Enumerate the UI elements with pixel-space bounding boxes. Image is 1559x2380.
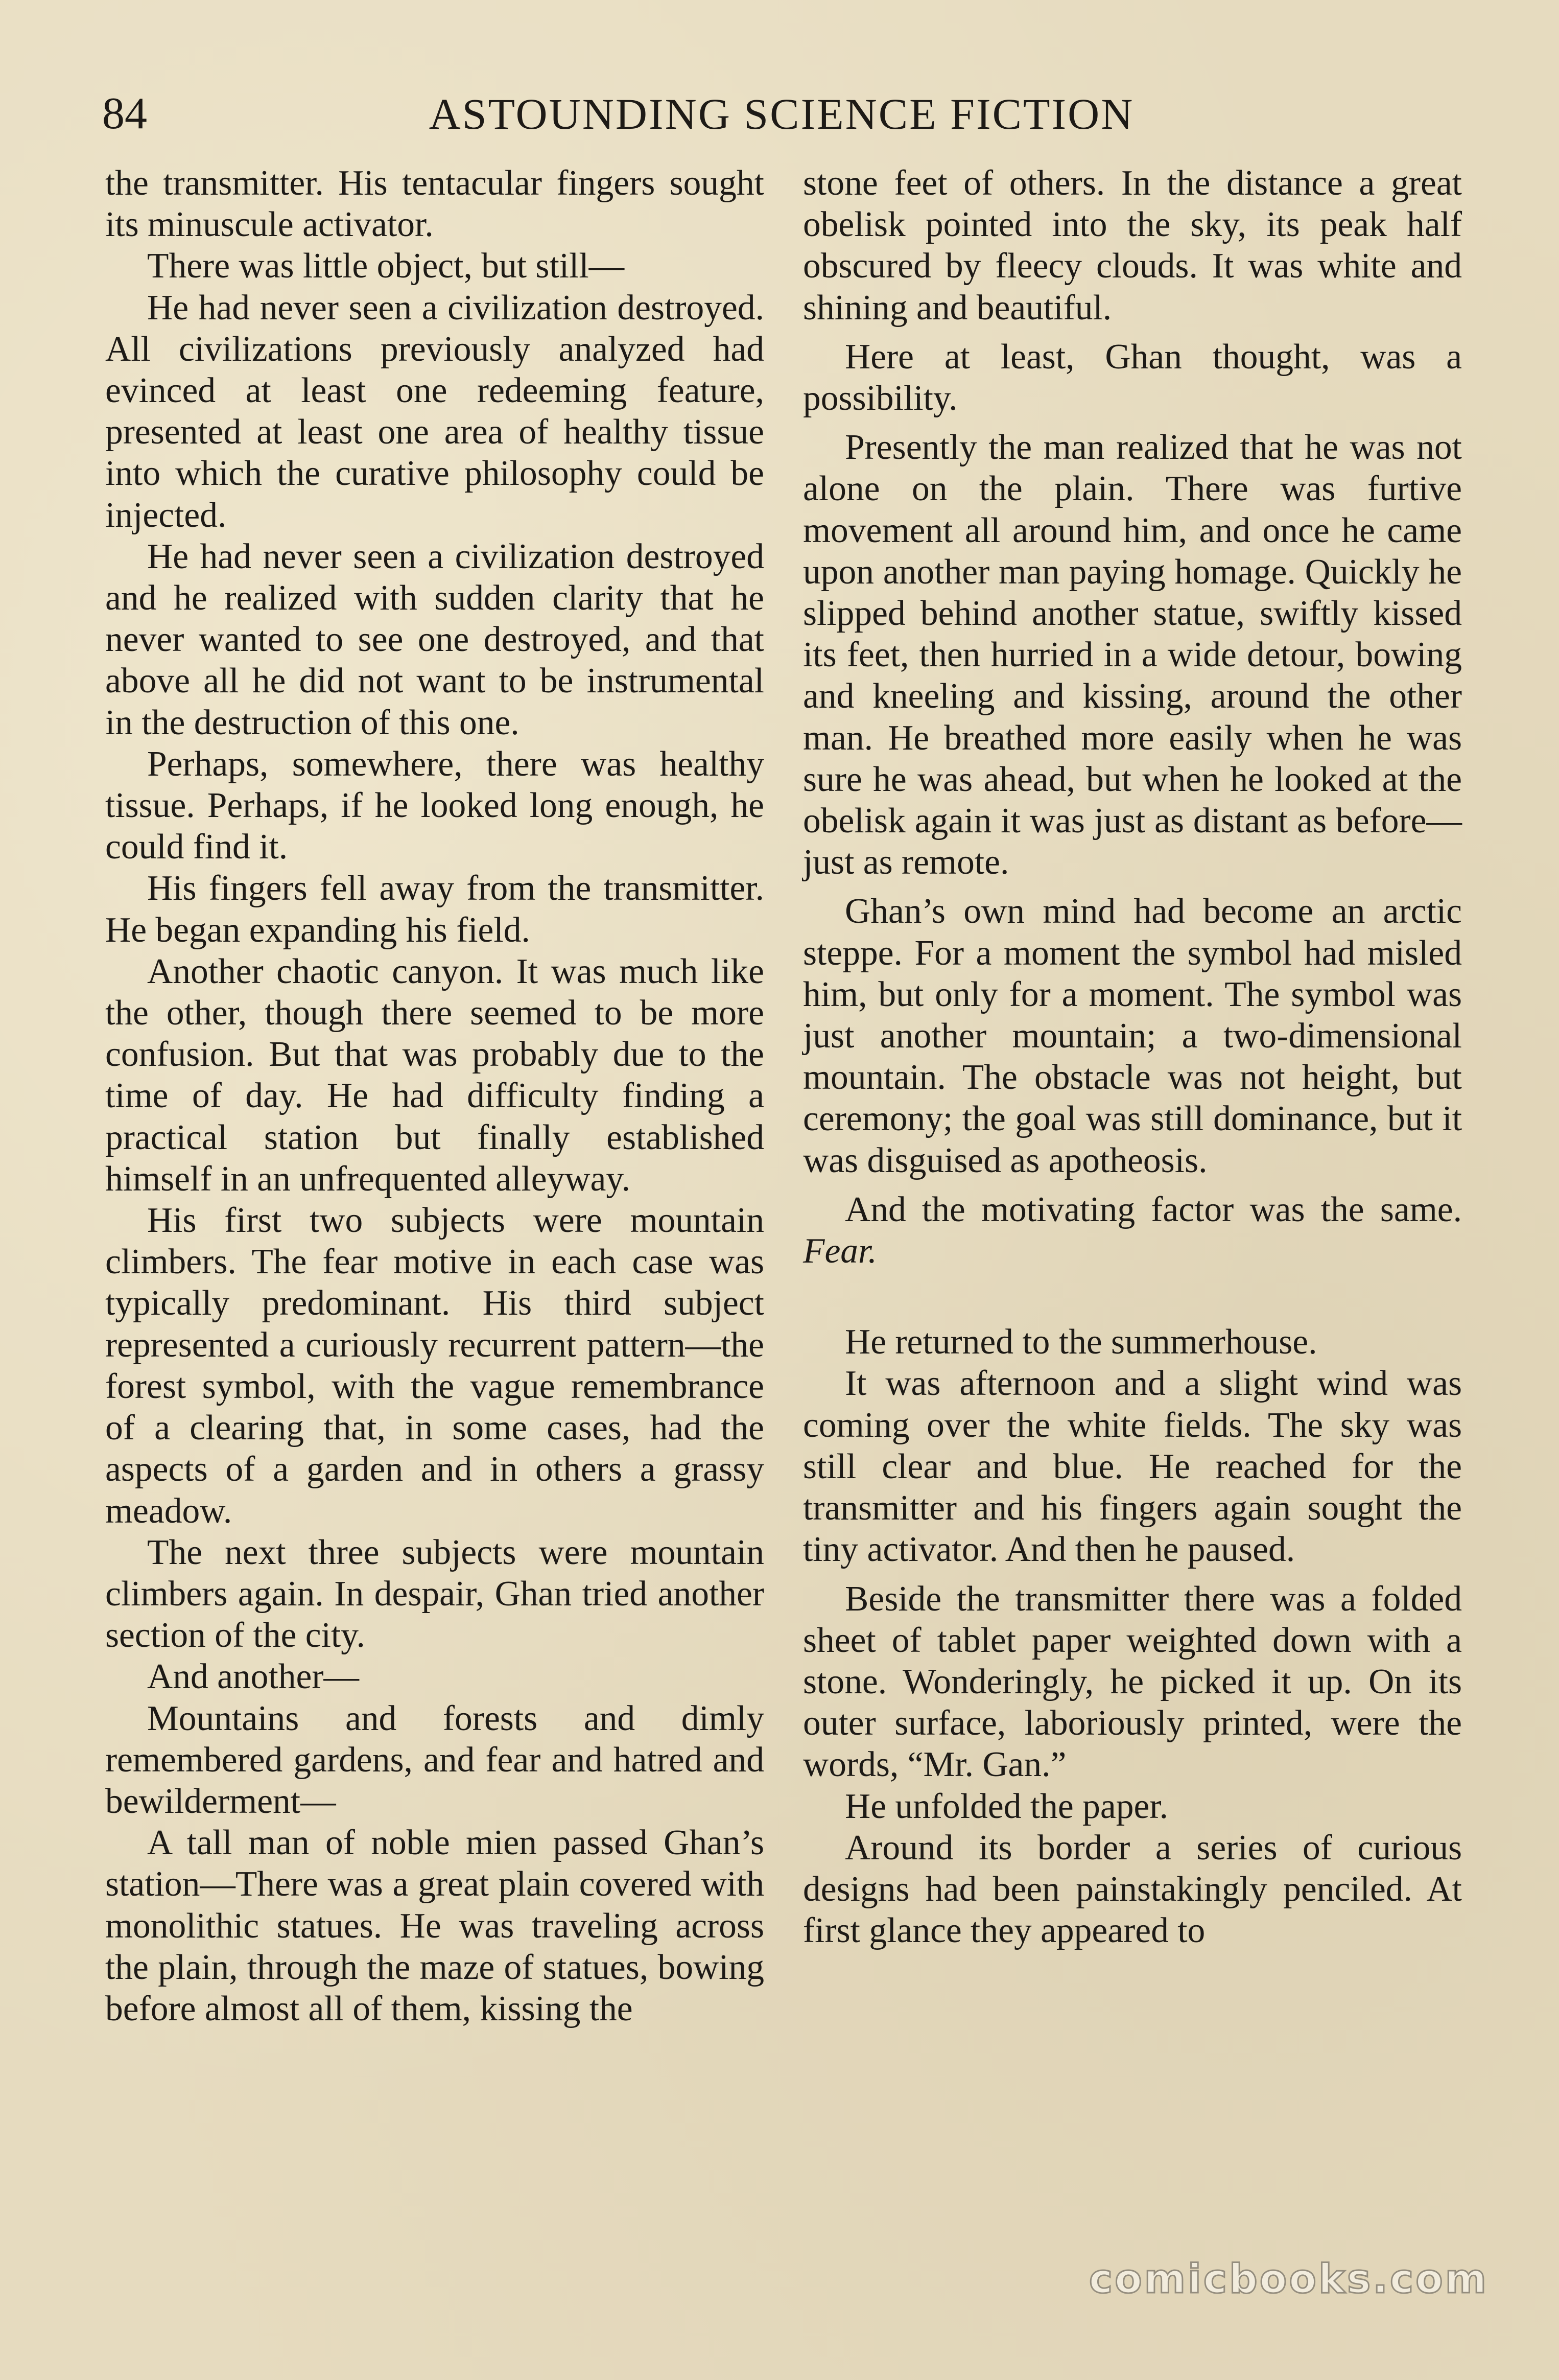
paragraph: He unfolded the paper. [845, 1786, 1168, 1826]
paragraph-text: And the motivating factor was the same. [845, 1189, 1462, 1229]
right-column [803, 162, 1462, 1951]
left-column [105, 162, 764, 2029]
paragraph: There was little object, but still— [147, 246, 625, 286]
paragraph: His fingers fell away from the transmitter. He began expanding his field. [105, 869, 764, 950]
paragraph: Here at least, Ghan thought, was a possibility. [803, 337, 1462, 418]
paragraph [803, 1189, 1462, 1272]
paragraph: A tall man of noble mien passed Ghan’s station—There was a great plain covered with monolithic statues. He was traveling across the plain, through the maze of statues, bowing before almost all of them, kissing the [105, 1823, 764, 2028]
paragraph: Presently the man realized that he was not alone on the plain. There was furtive movement all around him, and once he came upon another man paying homage. Quickly he slipped behind another statue, swiftly kissed its feet, then hurried in a wide detour, bowing and kneeling and kissing, around the other man. He breathed more easily when he was sure he was ahead, but when he looked at the obelisk again it was just as distant as before—just as remote. [803, 428, 1462, 882]
page-header [102, 86, 1461, 142]
running-title: ASTOUNDING SCIENCE FICTION [429, 89, 1135, 138]
paragraph: He had never seen a civilization destroyed. All civilizations previously analyzed had evinced at least one redeeming feature, presented at least one area of healthy tissue into which the curative philosophy could be injected. [105, 288, 764, 535]
paragraph: Ghan’s own mind had become an arctic steppe. For a moment the symbol had misled him, but only for a moment. The symbol was just another mountain; a two-dimensional mountain. The obstacle was not height, but ceremony; the goal was still dominance, but it was disguised as apotheosis. [803, 892, 1462, 1180]
paragraph: the transmitter. His tentacular fingers sought its minuscule activator. [105, 164, 764, 245]
paragraph: Beside the transmitter there was a folded sheet of tablet paper weighted down with a stone. Wonderingly, he picked it up. On its outer surface, laboriously printed, were the words, “Mr. Gan.” [803, 1579, 1462, 1785]
paragraph: Around its border a series of curious designs had been painstakingly penciled. At first glance they appeared to [803, 1828, 1462, 1951]
paragraph: He had never seen a civilization destroyed and he realized with sudden clarity that he never wanted to see one destroyed, and that above all he did not want to be instrumental in the destruction of this one. [105, 536, 764, 742]
paragraph: His first two subjects were mountain climbers. The fear motive in each case was typically predominant. His third subject represented a curiously recurrent pattern—the forest symbol, with the vague remembrance of a clearing that, in some cases, had the aspects of a garden and in others a grassy meadow. [105, 1201, 764, 1531]
paragraph: Another chaotic canyon. It was much like the other, though there seemed to be more confusion. But that was probably due to the time of day. He had difficulty finding a practical station but finally established himself in an unfrequented alleyway. [105, 951, 764, 1199]
paragraph: It was afternoon and a slight wind was coming over the white fields. The sky was still clear and blue. He reached for the transmitter and his fingers again sought the tiny activator. And then he paused. [803, 1364, 1462, 1570]
paragraph: And another— [147, 1657, 359, 1697]
paragraph: stone feet of others. In the distance a great obelisk pointed into the sky, its peak half obscured by fleecy clouds. It was white and shining and beautiful. [803, 164, 1462, 328]
watermark-logo: comicbooks.com [1089, 2256, 1489, 2302]
paragraph: Perhaps, somewhere, there was healthy tissue. Perhaps, if he looked long enough, he could find it. [105, 744, 764, 867]
paragraph: The next three subjects were mountain climbers again. In despair, Ghan tried another section of the city. [105, 1532, 764, 1655]
paragraph: Mountains and forests and dimly remembered gardens, and fear and hatred and bewilderment— [105, 1698, 764, 1821]
emphasis-fear: Fear. [803, 1231, 877, 1271]
page-number: 84 [102, 89, 147, 138]
paragraph: He returned to the summerhouse. [845, 1322, 1317, 1362]
